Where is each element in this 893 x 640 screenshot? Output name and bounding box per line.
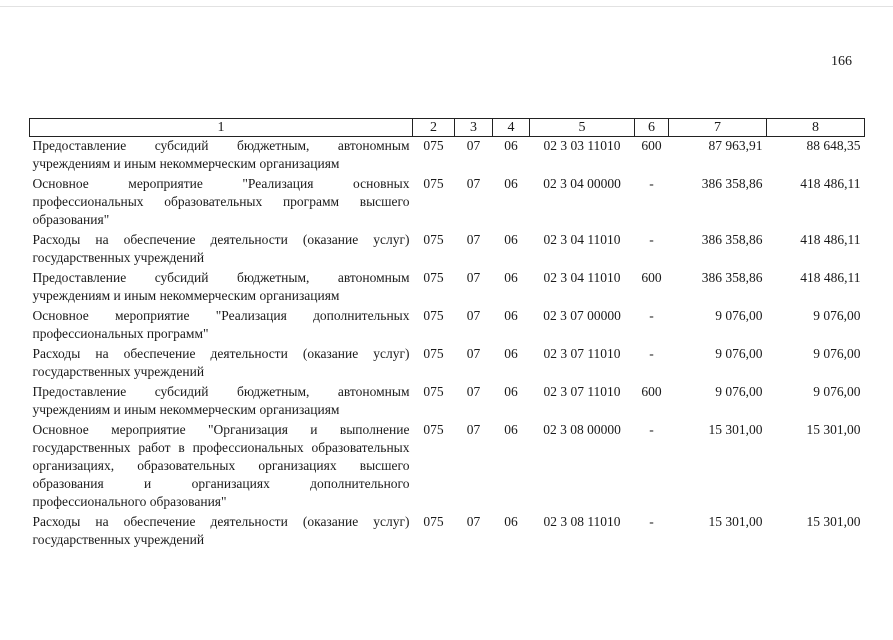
row-expense-type: 600 [641,138,662,153]
row-subsection: 06 [504,138,518,153]
row-name: Предоставление субсидий бюджетным, автономным учреждениям и иным некоммерческим организациям [32,384,410,417]
row-expense-type: - [649,346,654,361]
row-section: 07 [466,346,481,361]
table-row [30,137,865,176]
row-amount-2: 88 648,35 [806,138,861,153]
row-amount-1: 87 963,91 [708,138,763,153]
row-target-article: 02 3 04 11010 [543,232,621,247]
row-ministry: 075 [423,138,444,153]
row-name: Предоставление субсидий бюджетным, автономным учреждениям и иным некоммерческим организациям [32,270,410,303]
row-name: Основное мероприятие "Организация и выполнение государственных работ в профессиональных образовательных организациях, образовательных организациях высшего образования и организациях дополнительного профессионального образования" [32,422,410,509]
row-ministry: 075 [423,176,444,191]
row-section: 07 [466,308,481,323]
row-ministry: 075 [423,514,444,529]
row-amount-2: 15 301,00 [806,514,861,529]
row-amount-2: 418 486,11 [800,176,861,191]
row-target-article: 02 3 07 11010 [543,384,621,399]
row-amount-1: 9 076,00 [715,384,763,399]
table-row [30,175,865,231]
row-ministry: 075 [423,308,444,323]
row-amount-2: 9 076,00 [813,346,861,361]
column-header: 5 [530,119,635,137]
row-subsection: 06 [504,514,518,529]
row-target-article: 02 3 07 11010 [543,346,621,361]
row-ministry: 075 [423,384,444,399]
row-amount-2: 9 076,00 [813,384,861,399]
row-expense-type: - [649,422,654,437]
row-section: 07 [466,422,481,437]
row-subsection: 06 [504,384,518,399]
row-section: 07 [466,270,481,285]
table-row [30,269,865,307]
row-subsection: 06 [504,232,518,247]
row-section: 07 [466,138,481,153]
row-ministry: 075 [423,270,444,285]
row-target-article: 02 3 04 00000 [543,176,621,191]
column-header: 3 [455,119,493,137]
row-subsection: 06 [504,176,518,191]
row-expense-type: - [649,232,654,247]
budget-table [29,118,865,551]
row-name: Расходы на обеспечение деятельности (оказание услуг) государственных учреждений [32,514,410,547]
row-subsection: 06 [504,422,518,437]
table-row [30,421,865,513]
row-ministry: 075 [423,422,444,437]
column-header: 1 [30,119,413,137]
row-amount-1: 9 076,00 [715,346,763,361]
row-amount-2: 418 486,11 [800,232,861,247]
row-ministry: 075 [423,232,444,247]
row-name: Расходы на обеспечение деятельности (оказание услуг) государственных учреждений [32,346,410,379]
row-name: Основное мероприятие "Реализация дополнительных профессиональных программ" [32,308,410,341]
row-amount-2: 9 076,00 [813,308,861,323]
row-name: Расходы на обеспечение деятельности (оказание услуг) государственных учреждений [32,232,410,265]
row-amount-2: 418 486,11 [800,270,861,285]
top-scan-edge [0,6,893,7]
row-expense-type: 600 [641,270,662,285]
row-subsection: 06 [504,346,518,361]
row-amount-1: 386 358,86 [701,176,763,191]
table-row [30,383,865,421]
row-amount-1: 15 301,00 [708,422,763,437]
column-header: 7 [669,119,767,137]
row-amount-2: 15 301,00 [806,422,861,437]
table-header-row [30,119,865,137]
table-row [30,513,865,551]
table-row [30,345,865,383]
row-target-article: 02 3 04 11010 [543,270,621,285]
table-row [30,307,865,345]
page-number: 166 [831,54,852,69]
row-target-article: 02 3 07 00000 [543,308,621,323]
column-header: 2 [413,119,455,137]
table-row [30,231,865,269]
column-header: 6 [635,119,669,137]
row-amount-1: 15 301,00 [708,514,763,529]
row-ministry: 075 [423,346,444,361]
row-target-article: 02 3 03 11010 [543,138,621,153]
row-target-article: 02 3 08 00000 [543,422,621,437]
row-section: 07 [466,176,481,191]
column-header: 4 [493,119,530,137]
row-expense-type: - [649,176,654,191]
row-section: 07 [466,514,481,529]
row-expense-type: - [649,308,654,323]
row-section: 07 [466,232,481,247]
row-name: Основное мероприятие "Реализация основных профессиональных образовательных программ высшего образования" [32,176,410,227]
row-section: 07 [466,384,481,399]
row-amount-1: 386 358,86 [701,232,763,247]
row-amount-1: 9 076,00 [715,308,763,323]
row-target-article: 02 3 08 11010 [543,514,621,529]
row-amount-1: 386 358,86 [701,270,763,285]
row-expense-type: 600 [641,384,662,399]
row-name: Предоставление субсидий бюджетным, автономным учреждениям и иным некоммерческим организациям [32,138,410,171]
row-expense-type: - [649,514,654,529]
row-subsection: 06 [504,308,518,323]
column-header: 8 [767,119,865,137]
row-subsection: 06 [504,270,518,285]
